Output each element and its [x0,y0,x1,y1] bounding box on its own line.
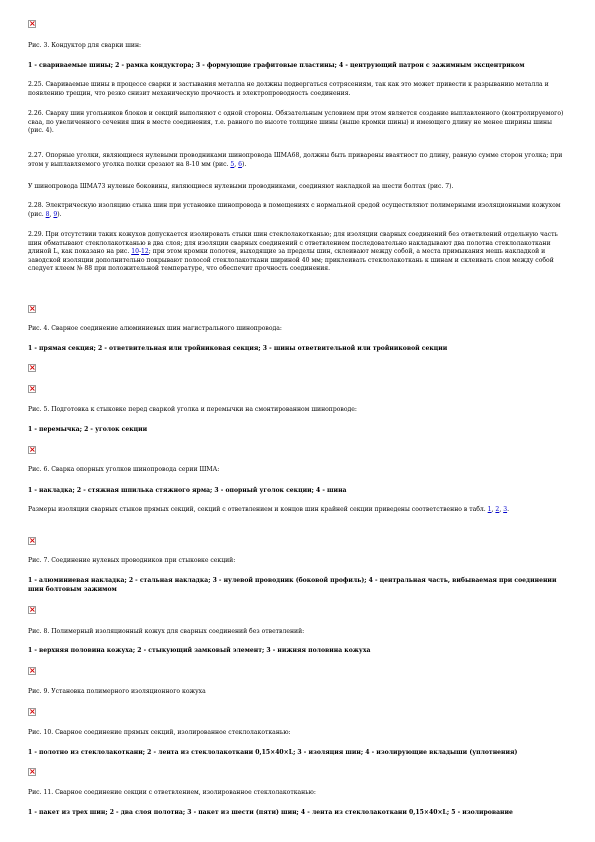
paragraph-2-25: 2.25. Свариваемые шины в процессе сварки и застывания металла не должны подвергаться сотрясениям, так как это может привести к разрыванию металла и появлению трещин, что резко снизит механическую прочность и электропроводность соединения. [28,81,549,97]
broken-image-icon [28,667,36,675]
broken-image-icon [28,606,36,614]
fig7-legend: 1 - алюминиевая накладка; 2 - стальная накладка; 3 - нулевой проводник (боковой профиль); 4 - центральная часть, вибываемая при соединении шин болтовым зажимом [28,577,557,593]
broken-image-icon [28,305,36,313]
fig8-legend: 1 - верхняя половина кожуха; 2 - стыкующий замковый элемент; 3 - нижняя половина кожуха [28,647,371,654]
fig3-legend: 1 - свариваемые шины; 2 - рамка кондуктора; 3 - формующие графитовые пластины; 4 - центрующий патрон с зажимным эксцентриком [28,62,525,69]
reference-link[interactable]: 10 [131,248,139,256]
broken-image-icon [28,446,36,454]
broken-image-icon [28,364,36,372]
reference-link[interactable]: 1 [487,506,492,513]
reference-link[interactable]: 3 [503,506,508,513]
fig5-legend: 1 - перемычка; 2 - уголок секции [28,426,148,433]
paragraph-2-29: 2.29. При отсутствии таких кожухов допускается изолировать стыки шин стеклолакотканью; для изоляции сварных соединений без ответвлений отдельную часть шин обматывают стеклолакотканью в два слоя; для изоляции сварных соединений с ответвлением последовательно накладывают два полотна стеклолакоткани длиной L, как показано на рис. 10-12; при этом кромки полотен, выходящие за пределы шин, склеивают между собой, а места примыкания мешь накладкой и заводской изоляции дополнительно покрывают полосой стеклолакоткани шириной 40 мм; приклеивать стеклолакоткань к шинам и склеивать слои между собой следует клеем № 88 при положительной температуре, что обеспечит прочность соединения. [28,231,558,273]
fig6-legend: 1 - накладка; 2 - стяжная шпилька стяжного ярма; 3 - опорный уголок секции; 4 - шина [28,487,347,494]
broken-image-icon [28,537,36,545]
paragraph-2-26: 2.26. Сварку шин угольников блоков и секций выполняют с одной стороны. Обязательным условием при этом является создание выплавленного (контролируемого) сваа, по увеличенного сечения шин в месте соединения, т.е. равного по высоте толщине шины (выше кромки шины) и имеющего длину не менее ширины шины (рис. 4). [28,110,564,135]
fig4-legend: 1 - прямая секция; 2 - ответвительная или тройниковая секция; 3 - шины ответвительной или тройниковой секции [28,345,448,352]
reference-link[interactable]: 6 [238,160,243,168]
fig11-legend: 1 - пакет из трех шин; 2 - два слоя полотна; 3 - пакет из шести (пяти) шин; 4 - лента из стеклолакоткани 0,15×40×L; 5 - изолирование [28,809,513,816]
paragraph-2-27-shma73: У шинопровода ШМА73 нулевые боковины, являющиеся нулевыми проводниками, соединяют накладкой на шести болтах (рис. 7). [28,183,454,190]
paragraph-2-27: 2.27. Опорные уголки, являющиеся нулевыми проводниками шинопровода ШМА68, должны быть приварены вваятност по длину, равную сумме сторон уголка; при этом у выплавляемого уголка полки срезают на 8-10 мм (рис. 5, 6). [28,152,563,168]
paragraph-sizes: Размеры изоляции сварных стыков прямых секций, секций с ответвлением и концов шин крайней секции приведены соответственно в табл. 1, 2, 3. [28,506,510,513]
reference-link[interactable]: 9 [53,210,58,218]
fig3-caption: Рис. 3. Кондуктор для сварки шин: [28,42,142,49]
fig11-caption: Рис. 11. Сварное соединение секции с ответвлением, изолированное стеклолакотканью: [28,789,316,796]
broken-image-icon [28,385,36,393]
reference-link[interactable]: 2 [495,506,500,513]
fig4-caption: Рис. 4. Сварное соединение алюминиевых шин магистрального шинопровода: [28,325,282,332]
reference-link[interactable]: 12 [141,248,149,256]
fig7-caption: Рис. 7. Соединение нулевых проводников при стыковке секций: [28,557,236,564]
fig9-caption: Рис. 9. Установка полимерного изоляционного кожуха [28,688,206,695]
paragraph-2-28: 2.28. Электрическую изоляцию стыка шин при установке шинопровода в помещениях с нормальной средой осуществляют полимерными изоляционными кожухом (рис. 8, 9). [28,202,561,218]
fig10-legend: 1 - полотно из стеклолакоткани; 2 - лента из стеклолакоткани 0,15×40×L; 3 - изоляция шин; 4 - изолирующие вкладыши (уплотнения) [28,749,518,756]
fig5-caption: Рис. 5. Подготовка к стыковке перед сваркой уголка и перемычки на смонтированном шинопроводе: [28,406,357,413]
broken-image-icon [28,20,36,28]
reference-link[interactable]: 8 [45,210,50,218]
fig8-caption: Рис. 8. Полимерный изоляционный кожух для сварных соединений без ответвлений: [28,628,305,635]
reference-link[interactable]: 5 [230,160,235,168]
broken-image-icon [28,768,36,776]
fig6-caption: Рис. 6. Сварка опорных уголков шинопровода серии ШМА: [28,466,220,473]
broken-image-icon [28,708,36,716]
fig10-caption: Рис. 10. Сварное соединение прямых секций, изолированное стеклолакотканью: [28,729,291,736]
